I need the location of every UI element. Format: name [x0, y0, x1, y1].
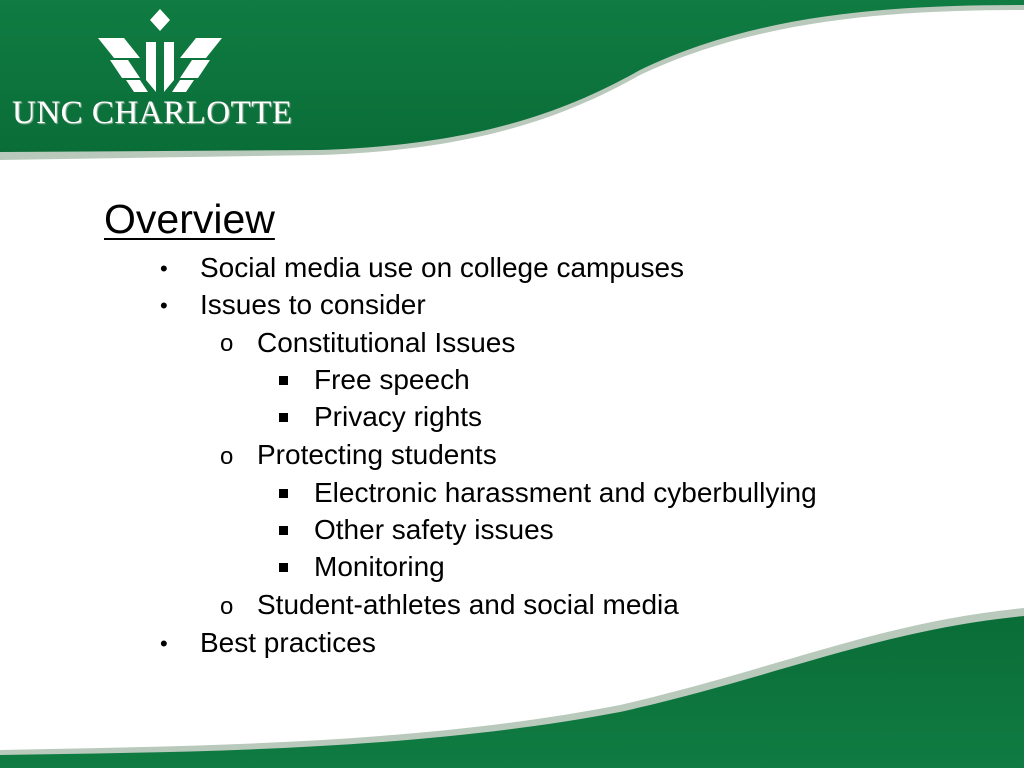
- outline-item-free-speech: Free speech: [314, 364, 470, 395]
- outline-item-monitoring: Monitoring: [314, 551, 445, 582]
- outline-item-athletes: Student-athletes and social media: [257, 589, 679, 620]
- bullet-level1: •: [160, 256, 168, 281]
- bullet-level3: [279, 563, 288, 572]
- slide-title: Overview: [104, 196, 275, 242]
- bullet-level1: •: [160, 631, 168, 656]
- bullet-level3: [279, 489, 288, 498]
- outline-item-safety: Other safety issues: [314, 514, 554, 545]
- outline-item-protecting: Protecting students: [257, 439, 497, 470]
- outline-item-issues: Issues to consider: [200, 289, 426, 320]
- bullet-level3: [279, 413, 288, 422]
- logo-wordmark: UNC CHARLOTTE: [12, 95, 293, 131]
- outline-item-best-practices: Best practices: [200, 627, 376, 658]
- outline-item-privacy: Privacy rights: [314, 401, 483, 432]
- outline-item-constitutional: Constitutional Issues: [257, 327, 516, 358]
- bullet-level1: •: [160, 293, 168, 318]
- outline-item-social-media: Social media use on college campuses: [200, 252, 685, 283]
- bullet-level2: o: [220, 443, 234, 470]
- bullet-level2: o: [220, 330, 234, 357]
- bullet-level2: o: [220, 593, 234, 620]
- bullet-level3: [279, 526, 288, 535]
- bullet-level3: [279, 376, 288, 385]
- outline-item-harassment: Electronic harassment and cyberbullying: [314, 477, 817, 508]
